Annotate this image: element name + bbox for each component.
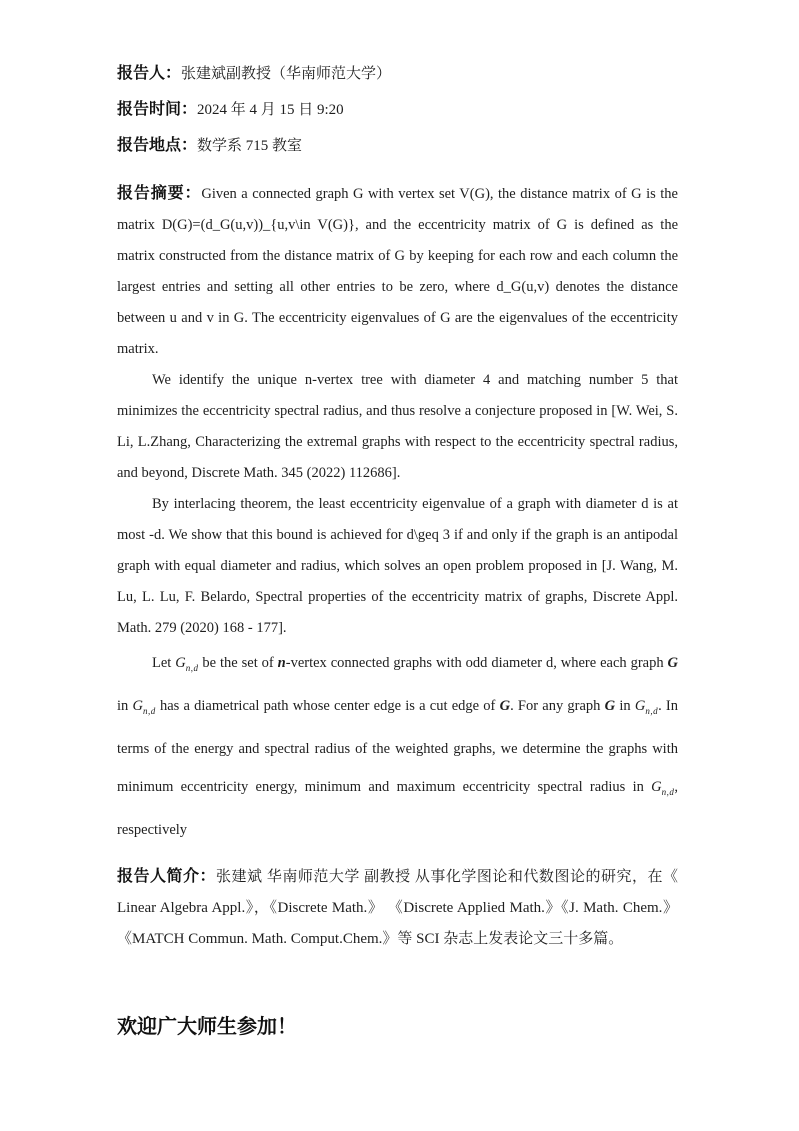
- bio-text: 张建斌 华南师范大学 副教授 从事化学图论和代数图论的研究，在《 Linear Algebra Appl.》，《Discrete Math.》 《Discrete Applied Math.》《J. Math. Chem.》 《MATCH Commun. Math. Comput.Chem.》等 SCI 杂志上发表论文三十多篇。: [117, 868, 678, 947]
- abstract-paragraph-4: [117, 644, 678, 849]
- math-G-symbol: G: [499, 697, 511, 714]
- math-G-symbol: G: [175, 655, 186, 671]
- text-run: . For any graph: [510, 697, 605, 714]
- speaker-value: 张建斌副教授（华南师范大学）: [181, 66, 392, 82]
- speaker-line: [117, 56, 678, 92]
- text-run: We identify the unique n-vertex tree with diameter 4 and matching number 5 that minimizes the eccentricity spectral radius, and thus resolve a conjecture proposed in [W. Wei, S. Li, L.Zhang, Characterizing the extremal graphs with respect to the eccentricity spectral radius, and beyond, Discrete Math. 345 (2022) 112686].: [117, 372, 678, 481]
- text-run: . In terms of the energy and spectral radius of the weighted graphs, we determine the graphs with minimum eccentricity energy, minimum and maximum eccentricity spectral radius in: [117, 697, 678, 795]
- math-subscript-nd: n,d: [661, 786, 675, 797]
- welcome-message: 欢迎广大师生参加！: [117, 1015, 297, 1038]
- venue-value: 数学系 715 教室: [197, 138, 303, 154]
- math-n-symbol: n: [277, 655, 286, 671]
- math-subscript-nd: n,d: [185, 662, 199, 673]
- abstract-label: 报告摘要：: [117, 185, 202, 202]
- text-run: in: [117, 697, 133, 714]
- math-subscript-nd: n,d: [142, 705, 156, 716]
- text-run: has a diametrical path whose center edge is a cut edge of: [155, 697, 500, 714]
- time-value: 2024 年 4 月 15 日 9:20: [197, 102, 344, 118]
- math-G-symbol: G: [604, 697, 616, 714]
- text-run: Let: [152, 655, 176, 671]
- bio-label: 报告人简介：: [117, 867, 217, 885]
- math-G-symbol: G: [634, 697, 646, 714]
- time-label: 报告时间：: [117, 101, 198, 118]
- text-run: in: [615, 697, 635, 714]
- bio-section: [117, 861, 678, 955]
- abstract-section: [117, 178, 678, 849]
- speaker-label: 报告人：: [117, 65, 182, 82]
- text-run: -vertex connected graphs with odd diameter d, where each graph: [285, 655, 668, 671]
- text-run: , respectively: [117, 778, 678, 838]
- math-G-symbol: G: [667, 655, 678, 671]
- math-G-symbol: G: [651, 778, 662, 795]
- math-subscript-nd: n,d: [645, 705, 659, 716]
- abstract-paragraph-2: [117, 365, 678, 489]
- math-G-symbol: G: [132, 697, 143, 714]
- text-run: Given a connected graph G with vertex set V(G), the distance matrix of G is the matrix D(G)=(d_G(u,v))_{u,v\in V(G)}, and the eccentricity matrix of G is defined as the matrix constructed from the distance matrix of G by keeping for each row and each column the largest entries and setting all other entries to be zero, where d_G(u,v) denotes the distance between u and v in G. The eccentricity eigenvalues of G are the eigenvalues of the eccentricity matrix.: [117, 186, 678, 357]
- abstract-paragraph-1: [117, 178, 678, 365]
- venue-line: [117, 128, 678, 164]
- text-run: By interlacing theorem, the least eccentricity eigenvalue of a graph with diameter d is at most -d. We show that this bound is achieved for d\geq 3 if and only if the graph is an antipodal graph with equal diameter and radius, which solves an open problem proposed in [J. Wang, M. Lu, L. Lu, F. Belardo, Spectral properties of the eccentricity matrix of graphs, Discrete Appl. Math. 279 (2020) 168 - 177].: [117, 496, 678, 636]
- venue-label: 报告地点：: [117, 137, 198, 154]
- text-run: be the set of: [198, 655, 278, 671]
- abstract-paragraph-3: [117, 489, 678, 644]
- time-line: [117, 92, 678, 128]
